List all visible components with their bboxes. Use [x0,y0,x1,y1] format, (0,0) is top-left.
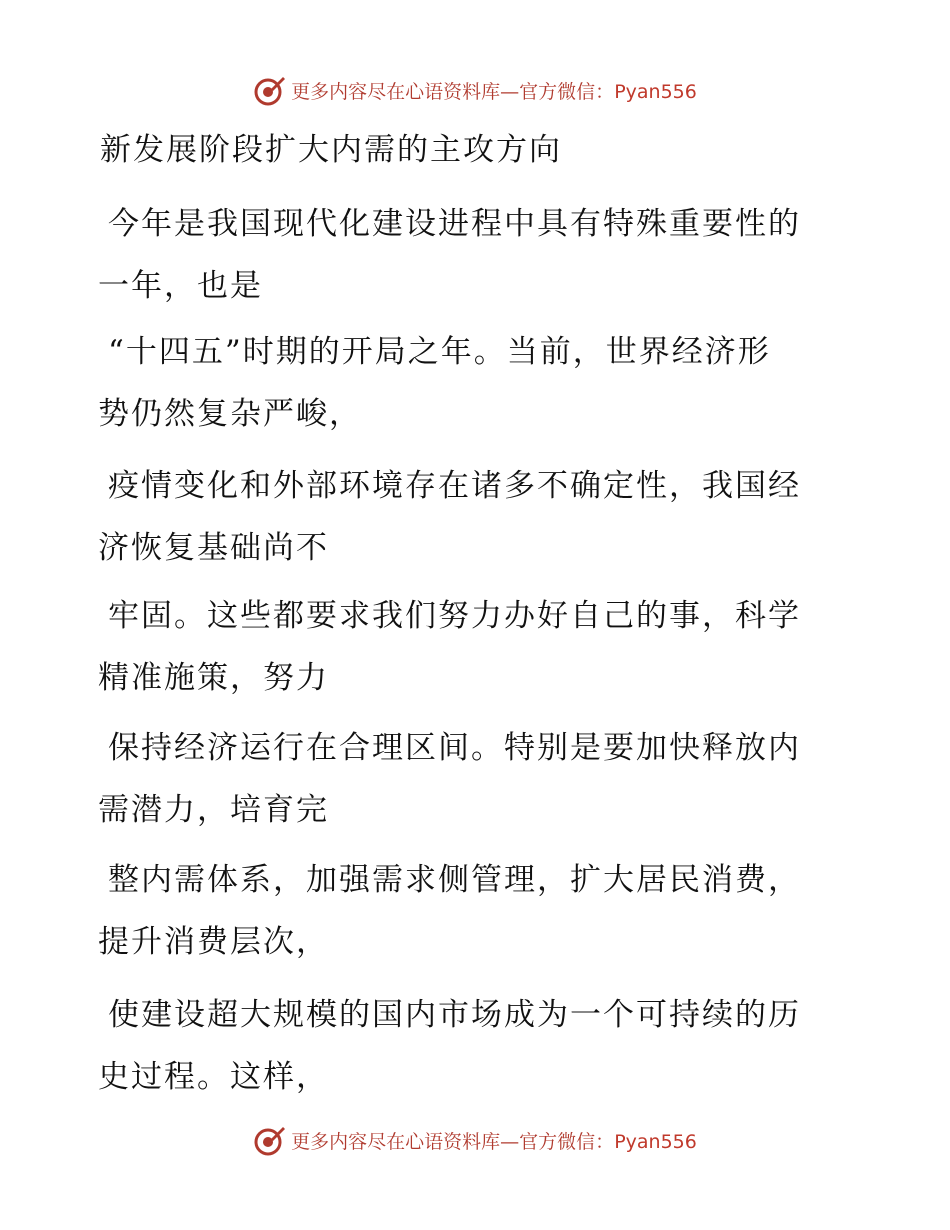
paragraph-5 [98,717,838,841]
banner-wechat: Pyan556 [614,1130,697,1153]
banner-dash: — [500,1130,520,1153]
paragraph-line: 整内需体系，加强需求侧管理，扩大居民消费， [108,862,801,898]
banner-label: 官方微信： [519,80,615,103]
paragraph-6 [98,849,838,973]
header-banner [0,70,950,110]
banner-label: 官方微信： [519,1130,615,1153]
paragraph-line: 疫情变化和外部环境存在诸多不确定性，我国经 [108,468,801,504]
banner-site: 更多内容尽在心语资料库 [291,80,501,103]
paragraph-line: 保持经济运行在合理区间。特别是要加快释放内 [108,730,801,766]
paragraph-line: 史过程。这样， [98,1059,329,1095]
paragraph-line: 需潜力，培育完 [98,792,329,828]
paragraph-line: “十四五”时期的开局之年。当前，世界经济形 [108,334,771,370]
paragraph-line: 使建设超大规模的国内市场成为一个可持续的历 [108,997,801,1033]
banner-text [291,77,697,104]
paragraph-4 [98,585,838,709]
paragraph-line: 一年，也是 [98,268,263,304]
banner-text [291,1127,697,1154]
pen-logo-icon [253,1123,287,1157]
banner-wechat: Pyan556 [614,80,697,103]
paragraph-line: 牢固。这些都要求我们努力办好自己的事，科学 [108,598,801,634]
paragraph-3 [98,455,838,579]
footer-banner [0,1120,950,1160]
paragraph-line: 势仍然复杂严峻， [98,396,362,432]
page-title: 新发展阶段扩大内需的主攻方向 [100,132,562,168]
paragraph-line: 今年是我国现代化建设进程中具有特殊重要性的 [108,206,801,242]
paragraph-1 [98,193,838,317]
paragraph-line: 济恢复基础尚不 [98,530,329,566]
banner-dash: — [500,80,520,103]
paragraph-2 [98,321,838,445]
paragraph-line: 提升消费层次， [98,924,329,960]
paragraph-line: 精准施策，努力 [98,660,329,696]
pen-logo-icon [253,73,287,107]
paragraph-7 [98,984,838,1108]
banner-site: 更多内容尽在心语资料库 [291,1130,501,1153]
